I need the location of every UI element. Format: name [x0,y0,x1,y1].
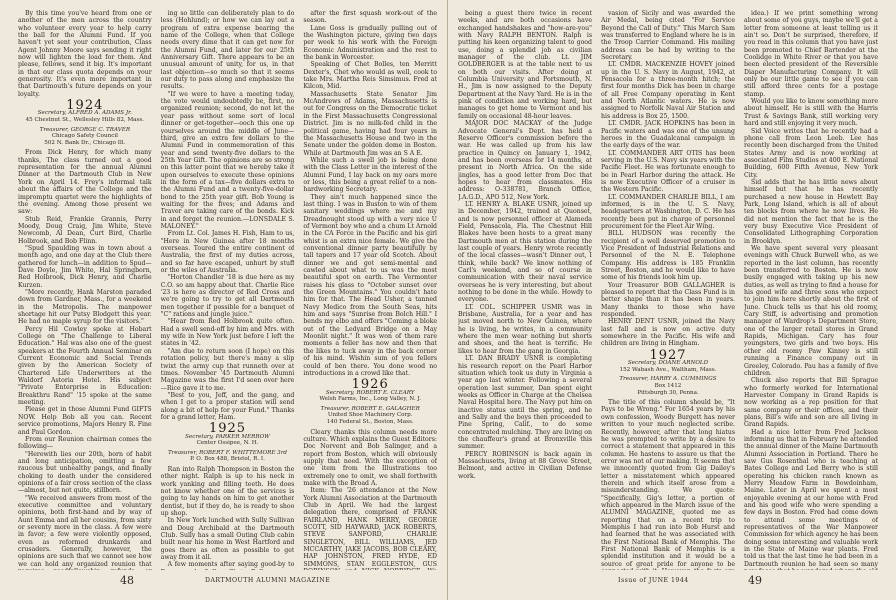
paragraph: Your Treasurer BOB GALLAGHER is pleased to report that the Class Fund is in better shape than it has been in years. Many thanks to those who have responded. [601,281,735,319]
paragraph: idea.) If we print something wrong about some of you guys, maybe we'll get a letter from someone at least telling us it ain't so. Don't be surprised, therefore, if you read in this column that you have just been promoted to Chief Bartender at the Coolidge in White River or that you have been elected president of the Reversible Diaper Manufacturing Company. It will only be our little game to see if you can still afford three cents for a postage stamp. [744,10,878,98]
paragraph: LT. COMMANDER ART OTIS has been serving in the U.S. Navy six years with the Pacific Fleet. He was fortunate enough to be in Pearl Harbor during the attack. He is now Executive Officer of a cruiser in the Western Pacific. [601,149,735,194]
class-year-heading: 1927 [649,347,687,363]
class-secretary: Secretary, PARKER MERROW [185,433,270,440]
paragraph: Please get in those Alumni Fund GIFTS NOW. Help Bob all you can. Recent service promotions, Majors Henry R. Fine and Paul Gordon. [18,406,152,436]
page-number: 48 [120,574,134,587]
paragraph: BILL HUDSON was recently the recipient of a well deserved promotion to Vice President of Industrial Relations and Personnel of the N. E. Telephone Company. His address is 185 Franklin Street, Boston, and he would like to have some of his friends look him up. [601,230,735,282]
paragraph: Percy Hil Cowley spoke at Hobart College on "The Challenge to Liberal Education." Hal was also one of the guest speakers at the Fourth Annual Seminar on Current Economic and Social Trends given by the American Society of Chartered Life Underwriters at the Waldorf Astoria Hotel. His subject "Private Enterprise in Education: Breakthru Rand" '15 spoke at the same meeting. [18,325,152,407]
paragraph: LT. COMMANDER CHARLIE BILL, I am informed, is in the U. S. Navy, headquarters at Washington, D. C. He has recently been put in charge of personnel procurement for the Fleet Air Wing. [601,193,735,230]
paragraph: Item: The '26 attendance at the New York Alumni Association at the Dartmouth Club in April. We had the largest delegation there, comprised of FRANK FAIRLAND, HANK MERRY, GEORGE SCOTT, SID HAYWARD, JACK ROBERTS, STEVE SANFORD, CHARLIE SINGLETON, BILL WILLIAMS, JED MCCARTHY, JAKE JACOBS, BOB CLEARY, HAP JOHNSTON, FRED HYDE, ED SIMMONS, STAN EGGLESTON, GUS [303,487,438,568]
magazine-title: DARTMOUTH ALUMNI MAGAZINE [205,577,331,584]
paragraph: after the first squash work-out of the season. [303,10,438,25]
class-treasurer: Treasurer, ROBERT F. WHITTEMORE 3rd [168,449,287,456]
class-secretary: Secretary, ALFRED A. ADAMS Jr. [37,110,132,117]
class-treasurer: Treasurer, HARRY A. CUMMINGS [619,376,717,383]
paragraph: HENRY DENT USNR, joined the Navy last fall and is now on active duty somewhere in the Pacific. His wife and children are living in Hingham. [601,318,735,348]
class-year-heading: 1925 [208,421,247,437]
paragraph: Stub Reid, Frankie Grannis, Perry Moody, Doug Craig, Jim White, Steve Newcomb, Al Dean, Curt Bird, Charlie Holbrook, and Bob Flinn. [18,215,152,245]
class-year-heading: 1926 [351,377,389,393]
paragraph: While such a swell job is being done with the Class Letter in the interest of the Alumni Fund, I lay back on my oars more or less, this being a great relief to a non-hardworking Secretary. [303,156,438,194]
right-page [448,0,896,600]
secretary-address: Welsh Farms, Inc., Long Valley, N. J. [319,396,421,403]
treasurer-address: United Shoe Machinery Corp. [327,412,413,419]
treasurer-address-2: Pittsburgh 30, Penna. [637,389,699,396]
paragraph-group [303,429,437,571]
paragraph: LT. CMDR. JACK HOPKINS has been in Pacific waters and was one of the unsung heroes in the Guadalcanal campaign in the early days of the war. [601,120,735,150]
treasurer-address: Chicago Safety Council [51,133,118,140]
paragraph: By this time you've heard from one or another of the men across the country who volunteer every year to help carry the ball for the Alumni Fund. If you haven't yet sent your contribution, Class Agent Johnny Moore says sending it right now will lighten the load for them. And please, fellows, send it big. It's important in that our class quota depends on your generosity. It's even more important in that Dartmouth's future depends on your loyalty. [18,10,152,98]
paragraph: "Spud Spaulding was in town about a month ago, and one day at the Club there gathered for lunch—in addition to Spud—Dave Doyle, Jim White, Hal Springborn, Red Holbrook, Dick Henry, and Charlie Kurzen. [18,244,152,289]
paragraph: "We received answers from most of the executive committee and voluntary opinions, both first-hand and by way of Aunt Emma and all her cousins, from sixty or seventy more in the class. A few were in favor; a few were violently opposed, even as reformed drunkards and crusaders. Generally, however, the opinions are such that we cannot see how we can hold any organized reunion that [18,494,152,568]
paragraph: We have spent several very pleasant evenings with Chuck Burwell who, as we reported in the last column, has recently been transferred to Boston. He is now busily engaged with taking up his new duties, as well as trying to find a house for his good wife and three sons who expect to join him here shortly about the first of June. Chuck tells us that his old roomy, Cary Stiff, is advertising and promotion manager of Wardrop's Department Store, one of the larger retail stores in Grand Rapids, Michigan. Cary has four youngsters, two girls and two boys. His other old roomy Paw Kinney is still running a Finance company out in Greeley, Colorado. Pau has a family of five children. [744,245,878,377]
paragraph: PERCY ROBINSON is back again in Massachusetts, living at 88 Grove Street, Belmont, and active in Civilian Defense work. [458,450,592,480]
paragraph: From Dick Henry, for which many thanks, The class turned out a good representation for the annual Alumni Dinner at the Dartmouth Club in New York on April 14. Frey's informal talk about the affairs of the College and the impromptu quartet were the highlights of the evening. Among those present we saw: [18,149,152,216]
secretary-address: 45 Chestnut St., Wellesley Hills 82, Mass. [25,117,145,124]
paragraph-group [601,399,735,570]
class-treasurer: Treasurer, GEORGE C. TRAVER [39,126,131,133]
paragraph: Sid Voice writes that he recently had a phone call from Leon Leeb. Lee has recently been discharged from the United States Army and is now working at associated Film Studios at 400 E. National Building, 600 Fifth Avenue, New York City. [744,127,878,179]
left-footer [0,574,447,588]
class-secretary: Secretary, ROBERT E. CLEARY [325,389,415,396]
paragraph: The title of this column should be, "It Pays to be Wrong." For 1654 years by his own confession, Woody Burgett has never written to your much neglected scribe. Recently, however, after that long hiatus he was prompted to write by a desire to correct a statement that appeared in this column. He hastens to assure us that the error was not of our making. It seems that we innocently quoted from Gig Dailey's letter a misstatement which appeared therein and which itself arose from a misunderstanding. We quote: "Specifically, Gig's letter, a portion of which appeared in the March issue of the ALUMNI MAGAZINE, quoted me as reporting that on a recent trip to Memphis I had run into Bob Hurst and had learned that he was associated with the First National Bank of Memphis. The First National Bank of Memphis is a splendid institution and it would be a source of great pride for anyone to be [601,399,735,568]
right-column-2 [601,10,735,570]
paragraph: vasion of Sicily and was awarded the Air Medal, being cited "For Service Beyond the Call of Duty." This March Sam was transferred to England where he is in the Troop Carrier Command. His mailing address can be had by writing to the Secretary. [601,10,735,62]
paragraph: "Am due to return soon (I hope) on this rotation policy, but there's many a slip twixt the army cup that runneth over at times. November '45 Dartmouth Alumni Magazine was the first I'd seen over here—Rice gave it to me. [160,347,295,392]
paragraph: From our Reunion chairman comes the following— [18,435,152,451]
paragraph: "Best to you, Jeff, and the gang, and when I get to a proper station will send along a bit of help for your Fund." Thanks for a grand letter, Ham. [160,391,295,421]
paragraph: Massachusetts State Senator Jim McAndrews of Adams, Massachusetts is out for Congress on the Democratic ticket in the First Massachusetts Congressional District. Jim is no milk-fed child in the political game, having had four years in the Massachusetts House and two in the Senate under the golden dome in Boston. While at Dartmouth Jim was an S A E. [303,90,438,157]
paragraph: LT. COL. SCHIPPER USMR was in Brisbane, Australia, for a year and has just moved north to New Guinea, where he is living, he writes, in a community where the men wear nothing but shorts and shoes, and the heat is terrific. He likes to hear from the gang in Georgia. [458,303,592,355]
paragraph: Cleary thanks this column needs more culture. Which explains the Guest Editors: Doc Norvent and Bob Salinger, and a report from Boston, which will obviously supply that need. With the exception of one item from the Illustrations too extremely one to omit, we shall forthwith make with the Broad A. [303,428,438,487]
class-secretary: Secretary, DOANE ARNOLD [627,360,709,367]
paragraph: LT. HENRY A. BLAKE USNR, joined up in December, 1942, trained at Quonset, and is now personnel officer at Alameda Field, Pensacola, Fla. The Chestnut Hill Blakes have been hosts to a great many Dartmouth men at this station during the last couple of years. Henry wrote recently of the local classes—wasn't Dinner out, I think, while back? We know nothing of Carl's weekend, and so of course in communication with their naval service overseas he is very interesting, but about nothing to be done in the while. Howdy to everyone. [458,200,592,304]
paragraph: "If we were to have a meeting today, the vote would undoubtedly be, first, no organized reunion; second, do not let the year pass without some sort of local dinner or get-together—ooch this one up yourselves around the middle of June—third, give an extra few dollars to the Alumni Fund in commemoration of this year and send twenty-five dollars to the 25th Year Gift. The opinions are so strong on this latter point that we hereby take it upon ourselves to execute these opinions in the form of a tax—five dollars extra to the Alumni Fund and a twenty-five-dollar bond to the 25th year gift. Bob Young is waiting for the fives; and Adams and Traver are taking care of the bonds. Kick in and forget the reunion.—LONSDALE S. MALONEY." [160,90,295,230]
paragraph: MAJOR DOC MACKAY of the Judge Advocate General's Dept. has held a Reserve Officer's commission before the war. He was called up from his law practice in Quincy on January 1, 1942, and has been overseas for 14 months, at present in North Africa. On the side jingles, has a good letter from Doc that hopes to hear from classmates. His address: O-338781, Branch Office, J.A.G.D., APO 512, New York. [458,120,592,201]
paragraph: In New York lunched with Sully Sullivan and Doug Archibald at the Dartmouth Club. Sully has a small Outing Club cabin built near his home in West Hartford and goes there as often as possible to get away from it all. [160,517,295,562]
issue-date: Issue of JUNE 1944 [618,577,689,584]
paragraph: Had a nice letter from Fred Jackson informing us that in February he attended the annual dinner of the Maine Dartmouth Alumni Association in Portland. There he saw Gus Rosenthal who is teaching at Bates College and Led Berry who is still operating his chicken ranch known as Merry Meadow Farm in Bowdoinham, Maine. Later in April we spent a most enjoyable evening at our home with Fred and his good wife who were spending a few days in Boston. Fred had come down to attend some meetings of representatives of the War Manpower Commission for which agency he has been doing some interesting and valuable work in the State of Maine war plants. Fred told us that the last time he had been in a Dartmouth reunion he had seen so many [744,428,878,568]
left-column-3 [303,10,437,570]
treasurer-address-2: 140 Federal St., Boston, Mass. [326,418,414,425]
paragraph: Sid adds that he has little news about himself but that he has recently purchased a new house in Hewlett Bay Park, Long Island, which is all of about ten blocks from where he now lives. He did not mention the fact that he is the very busy Executive Vice President of Consolidated Lithographing Corporation in Brooklyn. [744,178,878,245]
left-column-2 [161,10,295,570]
paragraph: They ain't much happened since the last thing. I was in Buston to win of them sanitary weddings where me and my Dreadnought stood up with a very nice U of Vermont boy who and a chum Lt Arnold in the CA Force in the Pacific and his girl whist is an extra nice female. We give the conventional dinner party beautifully by tall tapers and 17 year old Scotch. About dinner we and got semi-mental and cawled about what to us was the most beautiful spot on earth. The Vermonter raises his glass to "October sunset over the Green Mountains." You couldn't hate him for that. The Head Usher, a tanned Navy Medico from the South Seas, hits him and says "Sunrise from Bolch Hill." I bends my elbo and offers "Coming a bloke out of the Ledyard Bridge on a May Moonlit night." It was won of them rare moments a feller has now and then that the likes to tuck away in the back corner of his mind. Wishin sum of you fellers could of ben there. You done wood no introductions in a crowd like that. [303,193,438,377]
paragraph-group [161,10,295,421]
right-column-1 [458,10,592,570]
paragraph-group [18,10,152,98]
page-number: 49 [748,574,762,587]
paragraph: Ran into Ralph Thompson in Boston the other night. Ralph is up to his neck in work yanking and filling teeth. He does not know whether one of the services is going to lay hands on him to get another dentist, but if they do, he is ready to shoo up shop. [160,465,295,518]
left-column-1 [18,10,152,570]
left-columns [18,10,437,570]
paragraph: Chuck also reports that Bill Sprague who formerly worked for International Harvester Company in Grand Rapids is now working as a rep position for that same company or their offices, and their plans, Bill's wife and son are all living in Grand Rapids. [744,377,878,429]
paragraph-group [161,466,295,570]
paragraph: Speaking of Chet Bolles, ten Merritt Dexter's, Chet who would as well, cook to take Mrs. Martha Reis Simsimus. Fred at Kilcon, Mid. [303,61,438,91]
right-columns [458,10,878,570]
paragraph: "Hear from Red Holbrook quite often. Had a swell send-off by him and Mrs. with my wife in New York just before I left the states in '42. [160,318,295,348]
paragraph-group [744,10,878,570]
paragraph-group [601,10,735,348]
right-column-3 [744,10,878,570]
paragraph-group [458,10,592,480]
paragraph: LT. DAN BRADY USNR is completing his research report on the Pearl Harbor situation which took us duty in Virginia a year ago last winter. Following a several operation last summer, Dan spent eight weeks as Officer in Charge at the Chelsea Naval Hospital here. The Navy put him on inactive status until the spring, and he and Sally and the boys then proceeded to Pine Spring, Calif., to do some concentrated mulching. They are living on the chauffeur's grand at Bronxville this summer. [458,355,592,451]
treasurer-address: Box 1412 [654,382,682,389]
secretary-address: Center Ossipee, N. H. [196,440,259,447]
class-treasurer: Treasurer, ROBERT E. GALAGHER [320,405,420,412]
paragraph: Lane Goss is gradually pulling out of the Washington picture, giving two days per week to his work with the Foreign Economic Administration and the rest to the bank in Worcester. [303,24,438,62]
class-year-heading: 1924 [66,98,104,114]
secretary-address: 152 Wabash Ave., Waltham, Mass. [619,366,717,373]
paragraph: "More recently, Hank Marston paraded down from Gardner, Mass., for a weekend in the Metropolis. The manpower shortage hit our Putsy Blodgett this year. He had no maple syrup for the visitors." [18,288,152,326]
paragraph: From Lt. Col. James H. Fish, Ham to us, "Here in New Guinea after 18 months overseas. Toured the entire continent of Australia, the first of my duties across, and so far have escaped, unhurt by stuff or the wiles of Australia. [160,230,295,275]
paragraph-group [18,149,152,570]
right-footer [448,574,896,588]
paragraph: A few moments after saying good-by to [167,561,295,569]
paragraph: LT. CMDR. MACKENZIE HOVEY joined up in the U. S. Navy in August, 1942, at Pensacola for a three-month hitch; the first four months Dick has been in charge of all Free Company operating in Kent and North Atlantic waters. He is now assigned to Norfolk Naval Air Station and his address is Box 25, 1500. [601,61,735,120]
paragraph: Would you like to know something more about himself. He is still with the Harris Trust & Savings Bank, still working very hard and still enjoying it very much. [744,98,878,128]
paragraph-group [303,10,437,377]
paragraph: "Herewith lies our 20th, born of habit and long anticipation, omitting a few raucous but unhealthy pangs, and finally choking to death under the considered opinions of a fair cross section of the class—almost, but not quite, stillborn. [18,450,152,495]
treasurer-address-2: 502 N. Bank Dr., Chicago Ill. [44,139,126,146]
paragraph: being a guest there twice in recent weeks, and are both occasions have exchanged handshakes and "how-are-you" with Navy RALPH BENTON. Ralph is putting his keen organizing talent to good use, doing a splendid job as civilian manager of the club. Lt. JIM GOLDBERGER is at the table next to us on both our visits. After doing at Columbia University and Portsmouth, N. H., Jim is now assigned to the Deputy Department at the Navy Yard. He is in the pink of condition and working hard, but manages to get home to Vermont and his family on occasional 48-hour leaves. [458,10,592,120]
paragraph: "Horton Chandler '18 is due here as my C.O. so am happy about that. Charlie Rice '23 is here as director of Red Cross and we're going to try to get all Dartmouth men together if possible for a banquet of "C" rations and jungle juice." [160,274,295,319]
paragraph: ing so little can deliberately plan to do less (Hohlund); or how we can lay out a program of extra expense bearing the name of the College, when that College needs every dime that it can get now for the Alumni Fund, and later for our 25th Anniversary Gift. There appears to be an unusual amount of unity, for us, in that last objection—so much so that it seems our duty to pass along and emphasize the results. [160,10,295,91]
treasurer-address: P. O. Box 488, Bristol, R. I. [190,456,265,463]
